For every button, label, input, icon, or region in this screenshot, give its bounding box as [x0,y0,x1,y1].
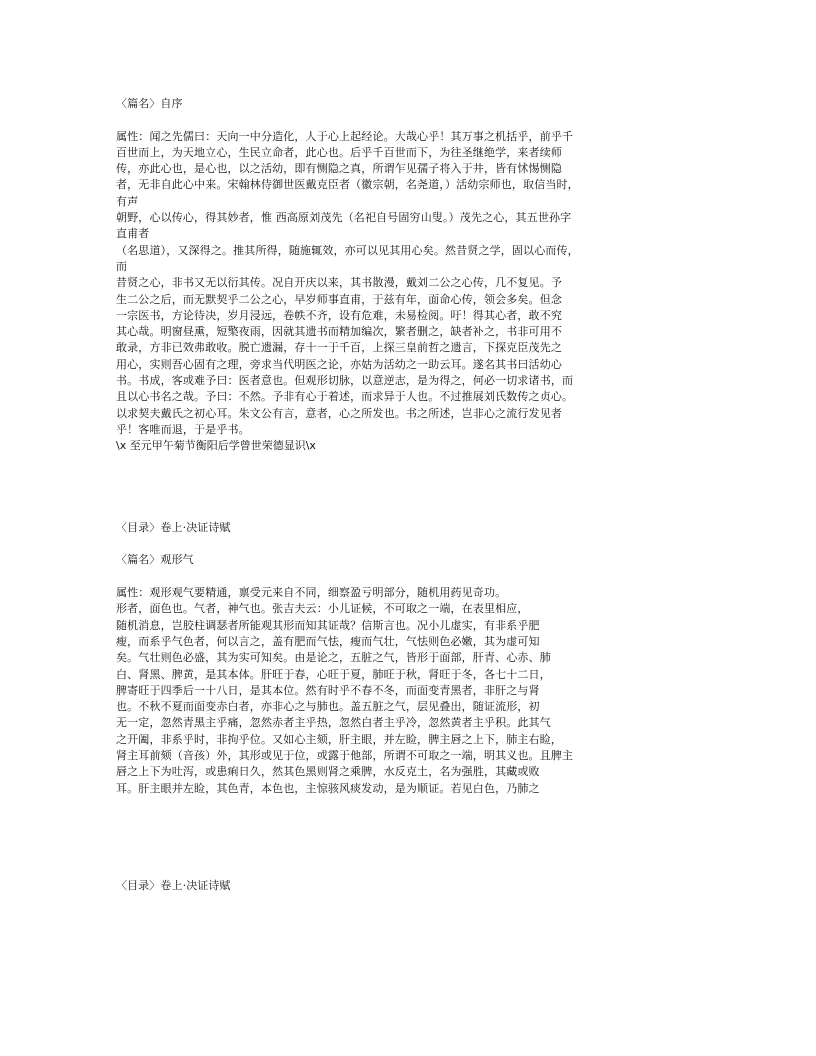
paragraph-line: 而 [116,259,128,273]
paragraph-line: 一宗医书，方论待决，岁月浸远，卷帙不齐，设有危难，未易检阅。吁！得其心者，敢不究 [116,308,562,322]
paragraph-line: 用心，实则吾心固有之理，旁求当代明医之论，亦姑为活幼之一助云耳。遂名其书曰活幼心 [116,357,562,371]
paragraph-line: 生二公之后，而无默契乎二公之心，早岁师事直甫，于兹有年，面命心传，领会多矣。但念 [116,292,562,306]
section-heading-self-preface: 〈篇名〉自序 [116,97,183,110]
spacer [116,504,706,520]
paragraph-line: 百世而上，为天地立心，生民立命者，此心也。后乎千百世而下，为往圣继绝学，来者续师 [116,145,562,159]
spacer [116,569,706,585]
paragraph-line: 传，亦此心也，是心也，以之活幼，即有恻隐之真，所谓乍见孺子将入于井，皆有怵惕恻隐 [116,162,562,176]
paragraph-line: 属性：闻之先儒曰：天向一中分造化，人于心上起经论。大哉心乎！其万事之机括乎，前乎千 [116,129,574,143]
catalog-heading-guan-xing-qi: 〈目录〉卷上·决证诗赋 [116,520,231,534]
paragraph-line: 以求契夫戴氏之初心耳。朱文公有言，意者，心之所发也。书之所述，岂非心之流行发见者 [116,406,562,420]
paragraph-line: 直甫者 [116,227,150,241]
document-body [116,96,706,895]
paragraph-line: 乎！客唯而退，于是乎书。 [116,422,250,436]
spacer [116,112,706,128]
section-self-preface [116,96,706,455]
paragraph-line: 昔贤之心，非书又无以衍其传。况自开庆以来，其书散漫，戴刘二公之心传，几不复见。予 [116,276,562,290]
spacer [116,536,706,552]
paragraph-line: 白、肾黑、脾黄，是其本体。肝旺于春，心旺于夏，肺旺于秋，肾旺于冬，各七十二日， [116,667,551,681]
paragraph-line: 随机消息，岂胶柱调瑟者所能观其形而知其证哉？信斯言也。况小儿虚实，有非系乎肥 [116,618,540,632]
paragraph-line: 敢录，方非已效弗敢收。脱亡遗漏，存十一于千百，上探三皇前哲之遗言，下探克臣茂先之 [116,341,562,355]
paragraph-line: 书。书成，客或难予曰：医者意也。但观形切脉，以意逆志，是为得之，何必一切求诸书，而 [116,374,574,388]
catalog-heading-trailer: 〈目录〉卷上·决证诗赋 [116,879,231,893]
paragraph-line: 唇之上下为吐泻，或患痢日久，然其色黑则肾之乘脾，水反克土，名为强胜，其藏或败 [116,765,540,779]
section-guan-xing-qi [116,520,706,797]
paragraph-line: （名思道），又深得之。推其所得，随施辄效，亦可以见其用心矣。然昔贤之学，固以心而传， [116,243,579,257]
paragraph-line: 肾主耳前颏（音孩）外，其形或见于位，或露于他部，所谓不可取之一端，明其义也。且脾主 [116,748,574,762]
signature-line: \x 至元甲午菊节衡阳后学曾世荣德显识\x [116,439,316,453]
paragraph-line: 有声 [116,194,139,208]
section-heading-guan-xing-qi: 〈篇名〉观形气 [116,553,194,567]
paragraph-line: 且以心书名之哉。予曰：不然。予非有心于着述，而求异于人也。不过推展刘氏数传之贞心。 [116,390,574,404]
paragraph-line: 属性：观形观气要精通，禀受元来自不同，细察盈亏明部分，随机用药见奇功。 [116,586,507,600]
paragraph-line: 脾寄旺于四季后一十八日，是其本位。然有时乎不春不冬，而面变青黑者，非肝之与肾 [116,683,540,697]
paragraph-line: 矣。气壮则色必盛，其为实可知矣。由是论之，五脏之气，皆形于面部，肝青、心赤、肺 [116,651,551,665]
paragraph-line: 形者，面色也。气者，神气也。张吉夫云：小儿证候，不可取之一端，在表里相应， [116,602,529,616]
paragraph-line: 耳。肝主眼并左睑，其色青，本色也，主惊骇风痰发动，是为顺证。若见白色，乃肺之 [116,781,540,795]
paragraph-line: 瘦，而系乎气色者，何以言之，盖有肥而气怯，瘦而气壮，气怯则色必嫩，其为虚可知 [116,634,540,648]
paragraph-line: 者，无非自此心中来。宋翰林侍御世医戴克臣者（徽宗朝，名尧道，）活幼宗师也，取信当时， [116,178,579,192]
spacer [116,797,706,846]
spacer [116,846,706,879]
paragraph-line: 也。不秋不夏而面变赤白者，亦非心之与肺也。盖五脏之气，层见叠出，随证流形，初 [116,700,540,714]
paragraph-line: 朝野，心以传心，得其妙者，惟 西高原刘茂先（名祀自号固穷山叟。）茂先之心，其五世孙字 [116,211,572,225]
paragraph-line: 其心哉。明窗昼熏，短檠夜雨，因就其遗书而精加编次，繁者删之，缺者补之，书非可用不 [116,325,562,339]
spacer [116,455,706,504]
paragraph-line: 之开阖，非系乎时，非拘乎位。又如心主颏，肝主眼，并左睑，脾主唇之上下，肺主右睑， [116,732,562,746]
section-catalog-trailer [116,878,706,894]
paragraph-line: 无一定，忽然青黑主乎痛，忽然赤者主乎热，忽然白者主乎冷，忽然黄者主乎积。此其气 [116,716,551,730]
